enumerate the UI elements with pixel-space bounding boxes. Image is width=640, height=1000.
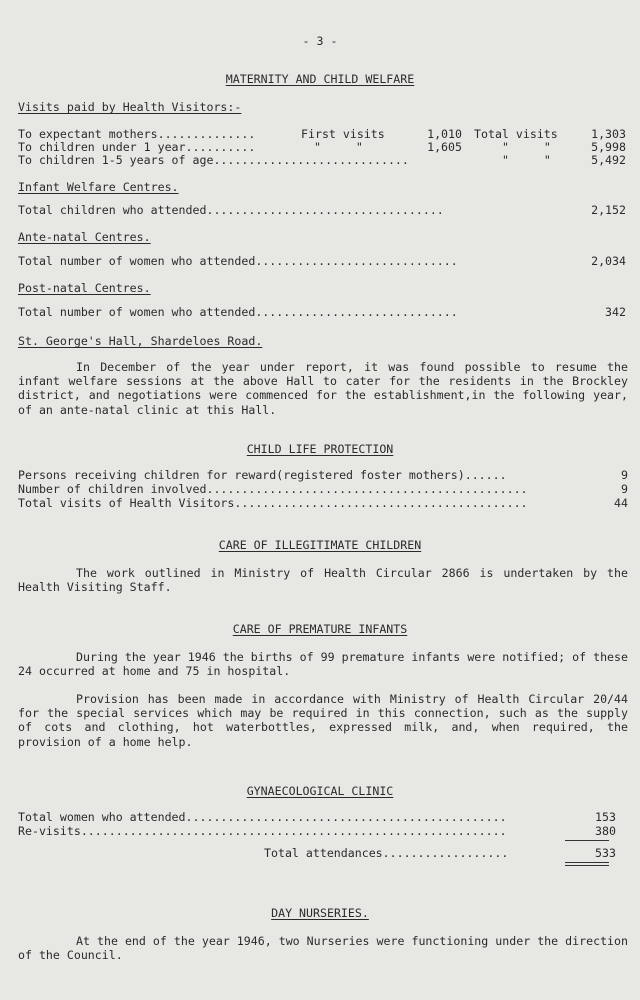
visits-row-under-1 [18,140,628,154]
infant-welfare-row [18,203,628,217]
total-visits-value: 5,998 [591,140,626,154]
child-life-row [18,468,628,482]
row-label: Total number of women who attended............................. [18,305,458,319]
child-life-heading: CHILD LIFE PROTECTION [246,442,394,456]
total-value: 533 [595,846,616,860]
ante-natal-row [18,254,628,268]
total-visits-label: Total visits [474,127,558,141]
first-visits-ditto: " " [314,140,363,154]
gynae-row [18,824,628,838]
row-value: 9 [621,468,628,482]
post-natal-heading: Post-natal Centres. [18,281,151,295]
infant-welfare-heading: Infant Welfare Centres. [18,180,179,194]
first-visits-label: First visits [301,127,385,141]
maternity-heading: MATERNITY AND CHILD WELFARE [225,72,415,86]
row-value: 2,152 [591,203,626,217]
row-value: 342 [605,305,626,319]
row-label: Total number of women who attended............................. [18,254,458,268]
illegitimate-heading: CARE OF ILLEGITIMATE CHILDREN [218,538,422,552]
premature-paragraph-2: Provision has been made in accordance with Ministry of Health Circular 20/44 for the special services which may be required in this connection, such as the supply of cots and clothing, hot waterbottles, expressed milk, and, when required, the provision of a home help. [18,692,628,749]
gynae-total-row [18,846,628,860]
row-label: Re-visits............................................................. [18,824,507,838]
total-visits-value: 5,492 [591,153,626,167]
subtotal-rule [565,840,609,841]
row-value: 380 [595,824,616,838]
visits-heading: Visits paid by Health Visitors:- [18,100,242,114]
child-life-row [18,482,628,496]
row-label: To expectant mothers.............. [18,127,256,141]
page-number: - 3 - [302,34,338,48]
st-georges-heading: St. George's Hall, Shardeloes Road. [18,334,263,348]
post-natal-row [18,305,628,319]
day-nurseries-heading: DAY NURSERIES. [271,906,369,920]
gynae-row [18,810,628,824]
row-label: Total children who attended.................................. [18,203,444,217]
child-life-row [18,496,628,510]
total-visits-ditto: " " [502,153,551,167]
total-label: Total attendances.................. [264,846,509,860]
total-visits-value: 1,303 [591,127,626,141]
day-nurseries-paragraph: At the end of the year 1946, two Nurseries were functioning under the direction of the Council. [18,934,628,963]
row-value: 9 [621,482,628,496]
row-label: Persons receiving children for reward(registered foster mothers)...... [18,468,507,482]
ante-natal-heading: Ante-natal Centres. [18,230,151,244]
row-label: Number of children involved.............................................. [18,482,528,496]
row-value: 44 [614,496,628,510]
row-value: 2,034 [591,254,626,268]
premature-paragraph-1: During the year 1946 the births of 99 premature infants were notified; of these 24 occurred at home and 75 in hospital. [18,650,628,679]
visits-row-1-5 [18,153,628,167]
first-visits-value: 1,010 [427,127,462,141]
first-visits-value: 1,605 [427,140,462,154]
total-rule [565,862,609,863]
row-value: 153 [595,810,616,824]
row-label: To children under 1 year.......... [18,140,256,154]
st-georges-paragraph: In December of the year under report, it was found possible to resume the infant welfare sessions at the above Hall to cater for the residents in the Brockley district, and negotiations were commenced for the establishment,in the following year, of an ante-natal clinic at this Hall. [18,360,628,417]
row-label: Total women who attended.............................................. [18,810,507,824]
row-label: Total visits of Health Visitors.......................................... [18,496,528,510]
total-visits-ditto: " " [502,140,551,154]
gynae-heading: GYNAECOLOGICAL CLINIC [246,784,394,798]
total-double-rule [565,865,609,866]
row-label: To children 1-5 years of age............................ [18,153,409,167]
visits-row-expectant [18,127,628,141]
premature-heading: CARE OF PREMATURE INFANTS [232,622,408,636]
illegitimate-paragraph: The work outlined in Ministry of Health Circular 2866 is undertaken by the Health Visiting Staff. [18,566,628,595]
